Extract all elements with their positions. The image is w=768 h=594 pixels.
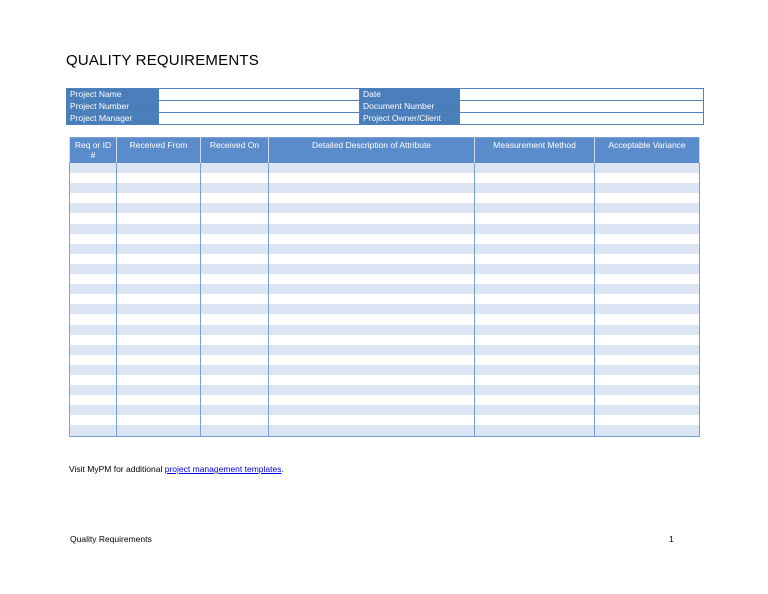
table-cell[interactable] <box>475 234 595 244</box>
table-cell[interactable] <box>475 365 595 375</box>
info-row-project-manager <box>67 113 704 125</box>
table-cell[interactable] <box>201 264 269 274</box>
table-cell[interactable] <box>269 415 475 425</box>
document-number-label: Document Number <box>360 101 460 113</box>
table-cell[interactable] <box>269 264 475 274</box>
table-row <box>70 284 700 294</box>
table-cell[interactable] <box>117 415 201 425</box>
table-cell[interactable] <box>595 224 700 234</box>
table-cell[interactable] <box>595 405 700 415</box>
table-cell[interactable] <box>201 385 269 395</box>
header-received-from: Received From <box>117 138 201 164</box>
table-cell[interactable] <box>201 415 269 425</box>
table-cell[interactable] <box>595 264 700 274</box>
table-cell[interactable] <box>269 395 475 405</box>
table-row <box>70 345 700 355</box>
table-cell[interactable] <box>595 173 700 183</box>
table-cell[interactable] <box>70 274 117 284</box>
table-cell[interactable] <box>475 335 595 345</box>
table-cell[interactable] <box>269 385 475 395</box>
table-cell[interactable] <box>595 284 700 294</box>
table-cell[interactable] <box>201 284 269 294</box>
table-cell[interactable] <box>117 183 201 193</box>
table-cell[interactable] <box>201 345 269 355</box>
project-owner-field[interactable] <box>460 113 704 125</box>
table-cell[interactable] <box>595 274 700 284</box>
table-cell[interactable] <box>201 325 269 335</box>
table-cell[interactable] <box>70 163 117 173</box>
table-cell[interactable] <box>595 244 700 254</box>
table-cell[interactable] <box>595 304 700 314</box>
table-cell[interactable] <box>201 335 269 345</box>
table-cell[interactable] <box>475 355 595 365</box>
table-cell[interactable] <box>70 173 117 183</box>
project-number-field[interactable] <box>159 101 360 113</box>
table-cell[interactable] <box>201 355 269 365</box>
table-cell[interactable] <box>475 425 595 436</box>
table-cell[interactable] <box>475 294 595 304</box>
table-cell[interactable] <box>475 375 595 385</box>
table-cell[interactable] <box>70 304 117 314</box>
project-name-label: Project Name <box>67 89 159 101</box>
table-cell[interactable] <box>117 395 201 405</box>
table-cell[interactable] <box>475 415 595 425</box>
table-cell[interactable] <box>201 244 269 254</box>
table-cell[interactable] <box>201 294 269 304</box>
table-row <box>70 385 700 395</box>
table-cell[interactable] <box>201 395 269 405</box>
templates-note <box>69 464 284 474</box>
table-cell[interactable] <box>117 405 201 415</box>
table-cell[interactable] <box>201 274 269 284</box>
table-cell[interactable] <box>595 335 700 345</box>
table-row <box>70 234 700 244</box>
table-row <box>70 213 700 223</box>
table-row <box>70 193 700 203</box>
table-cell[interactable] <box>117 314 201 324</box>
table-cell[interactable] <box>595 385 700 395</box>
table-cell[interactable] <box>70 294 117 304</box>
table-cell[interactable] <box>595 365 700 375</box>
table-cell[interactable] <box>475 224 595 234</box>
document-title: QUALITY REQUIREMENTS <box>66 52 259 69</box>
table-cell[interactable] <box>475 254 595 264</box>
table-cell[interactable] <box>269 335 475 345</box>
table-row <box>70 314 700 324</box>
table-cell[interactable] <box>595 193 700 203</box>
info-row-project-number <box>67 101 704 113</box>
table-cell[interactable] <box>117 284 201 294</box>
table-cell[interactable] <box>595 234 700 244</box>
table-cell[interactable] <box>201 365 269 375</box>
table-cell[interactable] <box>117 274 201 284</box>
requirements-header-row <box>70 138 700 164</box>
table-row <box>70 274 700 284</box>
table-cell[interactable] <box>70 395 117 405</box>
table-cell[interactable] <box>475 284 595 294</box>
table-cell[interactable] <box>201 425 269 436</box>
table-cell[interactable] <box>70 425 117 436</box>
table-row <box>70 264 700 274</box>
table-cell[interactable] <box>117 224 201 234</box>
table-cell[interactable] <box>201 173 269 183</box>
table-cell[interactable] <box>70 203 117 213</box>
table-cell[interactable] <box>117 294 201 304</box>
table-cell[interactable] <box>201 234 269 244</box>
table-cell[interactable] <box>269 193 475 203</box>
table-cell[interactable] <box>269 163 475 173</box>
table-cell[interactable] <box>201 375 269 385</box>
table-row <box>70 405 700 415</box>
table-cell[interactable] <box>269 203 475 213</box>
table-cell[interactable] <box>269 294 475 304</box>
table-cell[interactable] <box>201 224 269 234</box>
table-cell[interactable] <box>117 163 201 173</box>
table-row <box>70 335 700 345</box>
table-cell[interactable] <box>117 365 201 375</box>
table-cell[interactable] <box>117 244 201 254</box>
templates-link[interactable]: project management templates <box>164 464 282 474</box>
table-cell[interactable] <box>269 304 475 314</box>
date-label: Date <box>360 89 460 101</box>
table-cell[interactable] <box>475 213 595 223</box>
table-cell[interactable] <box>70 183 117 193</box>
table-cell[interactable] <box>70 284 117 294</box>
table-cell[interactable] <box>475 264 595 274</box>
table-cell[interactable] <box>269 173 475 183</box>
requirements-table <box>69 137 700 437</box>
table-cell[interactable] <box>475 385 595 395</box>
table-row <box>70 425 700 436</box>
table-cell[interactable] <box>70 234 117 244</box>
table-cell[interactable] <box>595 345 700 355</box>
table-cell[interactable] <box>595 355 700 365</box>
table-cell[interactable] <box>475 314 595 324</box>
table-cell[interactable] <box>595 375 700 385</box>
table-cell[interactable] <box>595 425 700 436</box>
document-number-field[interactable] <box>460 101 704 113</box>
table-row <box>70 163 700 173</box>
table-cell[interactable] <box>70 254 117 264</box>
table-cell[interactable] <box>117 234 201 244</box>
date-field[interactable] <box>460 89 704 101</box>
table-cell[interactable] <box>117 304 201 314</box>
table-cell[interactable] <box>475 163 595 173</box>
table-cell[interactable] <box>269 345 475 355</box>
table-cell[interactable] <box>117 425 201 436</box>
table-cell[interactable] <box>117 254 201 264</box>
table-cell[interactable] <box>269 325 475 335</box>
table-cell[interactable] <box>595 163 700 173</box>
table-row <box>70 304 700 314</box>
page-number: 1 <box>669 534 674 544</box>
table-cell[interactable] <box>70 193 117 203</box>
table-cell[interactable] <box>595 254 700 264</box>
page-footer-title: Quality Requirements <box>70 534 152 544</box>
table-cell[interactable] <box>70 213 117 223</box>
project-name-field[interactable] <box>159 89 360 101</box>
table-cell[interactable] <box>70 415 117 425</box>
table-cell[interactable] <box>475 183 595 193</box>
table-cell[interactable] <box>70 244 117 254</box>
table-row <box>70 203 700 213</box>
table-cell[interactable] <box>70 325 117 335</box>
header-req-id: Req or ID # <box>70 138 117 164</box>
table-cell[interactable] <box>117 173 201 183</box>
project-manager-field[interactable] <box>159 113 360 125</box>
table-cell[interactable] <box>70 314 117 324</box>
table-cell[interactable] <box>70 335 117 345</box>
table-cell[interactable] <box>595 325 700 335</box>
table-cell[interactable] <box>475 395 595 405</box>
table-cell[interactable] <box>201 405 269 415</box>
table-row <box>70 395 700 405</box>
table-cell[interactable] <box>475 193 595 203</box>
table-cell[interactable] <box>201 304 269 314</box>
table-cell[interactable] <box>269 224 475 234</box>
table-cell[interactable] <box>70 405 117 415</box>
table-cell[interactable] <box>595 415 700 425</box>
table-cell[interactable] <box>70 355 117 365</box>
table-cell[interactable] <box>117 385 201 395</box>
project-number-label: Project Number <box>67 101 159 113</box>
table-cell[interactable] <box>475 203 595 213</box>
table-cell[interactable] <box>269 274 475 284</box>
header-description: Detailed Description of Attribute <box>269 138 475 164</box>
table-cell[interactable] <box>201 203 269 213</box>
templates-note-suffix: . <box>281 464 284 474</box>
table-cell[interactable] <box>475 304 595 314</box>
table-cell[interactable] <box>117 345 201 355</box>
table-cell[interactable] <box>117 375 201 385</box>
table-cell[interactable] <box>269 183 475 193</box>
table-cell[interactable] <box>595 183 700 193</box>
table-row <box>70 173 700 183</box>
table-cell[interactable] <box>269 405 475 415</box>
table-cell[interactable] <box>269 284 475 294</box>
table-cell[interactable] <box>201 163 269 173</box>
table-cell[interactable] <box>269 254 475 264</box>
header-measurement-method: Measurement Method <box>475 138 595 164</box>
table-cell[interactable] <box>70 375 117 385</box>
table-cell[interactable] <box>269 375 475 385</box>
table-cell[interactable] <box>117 335 201 345</box>
table-cell[interactable] <box>269 234 475 244</box>
table-cell[interactable] <box>70 264 117 274</box>
table-cell[interactable] <box>201 254 269 264</box>
table-row <box>70 365 700 375</box>
table-cell[interactable] <box>475 405 595 415</box>
table-cell[interactable] <box>595 294 700 304</box>
table-cell[interactable] <box>70 365 117 375</box>
table-row <box>70 224 700 234</box>
table-row <box>70 415 700 425</box>
table-cell[interactable] <box>595 213 700 223</box>
table-row <box>70 294 700 304</box>
templates-note-prefix: Visit MyPM for additional <box>69 464 165 474</box>
table-cell[interactable] <box>475 244 595 254</box>
table-cell[interactable] <box>269 425 475 436</box>
table-cell[interactable] <box>269 244 475 254</box>
table-cell[interactable] <box>475 345 595 355</box>
table-cell[interactable] <box>201 213 269 223</box>
table-cell[interactable] <box>269 213 475 223</box>
table-cell[interactable] <box>70 385 117 395</box>
table-row <box>70 325 700 335</box>
table-cell[interactable] <box>117 325 201 335</box>
table-cell[interactable] <box>201 193 269 203</box>
table-row <box>70 355 700 365</box>
table-cell[interactable] <box>117 193 201 203</box>
info-row-project-name <box>67 89 704 101</box>
header-acceptable-variance: Acceptable Variance <box>595 138 700 164</box>
table-cell[interactable] <box>475 274 595 284</box>
table-cell[interactable] <box>117 355 201 365</box>
table-cell[interactable] <box>117 203 201 213</box>
table-cell[interactable] <box>70 345 117 355</box>
table-cell[interactable] <box>475 173 595 183</box>
table-cell[interactable] <box>201 314 269 324</box>
table-row <box>70 244 700 254</box>
table-cell[interactable] <box>595 314 700 324</box>
table-row <box>70 375 700 385</box>
table-cell[interactable] <box>595 203 700 213</box>
project-manager-label: Project Manager <box>67 113 159 125</box>
table-cell[interactable] <box>117 213 201 223</box>
table-cell[interactable] <box>269 355 475 365</box>
table-cell[interactable] <box>269 314 475 324</box>
table-cell[interactable] <box>475 325 595 335</box>
project-info-table <box>66 88 704 125</box>
table-row <box>70 254 700 264</box>
table-cell[interactable] <box>595 395 700 405</box>
table-cell[interactable] <box>201 183 269 193</box>
project-owner-label: Project Owner/Client <box>360 113 460 125</box>
table-cell[interactable] <box>269 365 475 375</box>
requirements-body <box>70 163 700 436</box>
table-cell[interactable] <box>117 264 201 274</box>
table-row <box>70 183 700 193</box>
header-received-on: Received On <box>201 138 269 164</box>
table-cell[interactable] <box>70 224 117 234</box>
